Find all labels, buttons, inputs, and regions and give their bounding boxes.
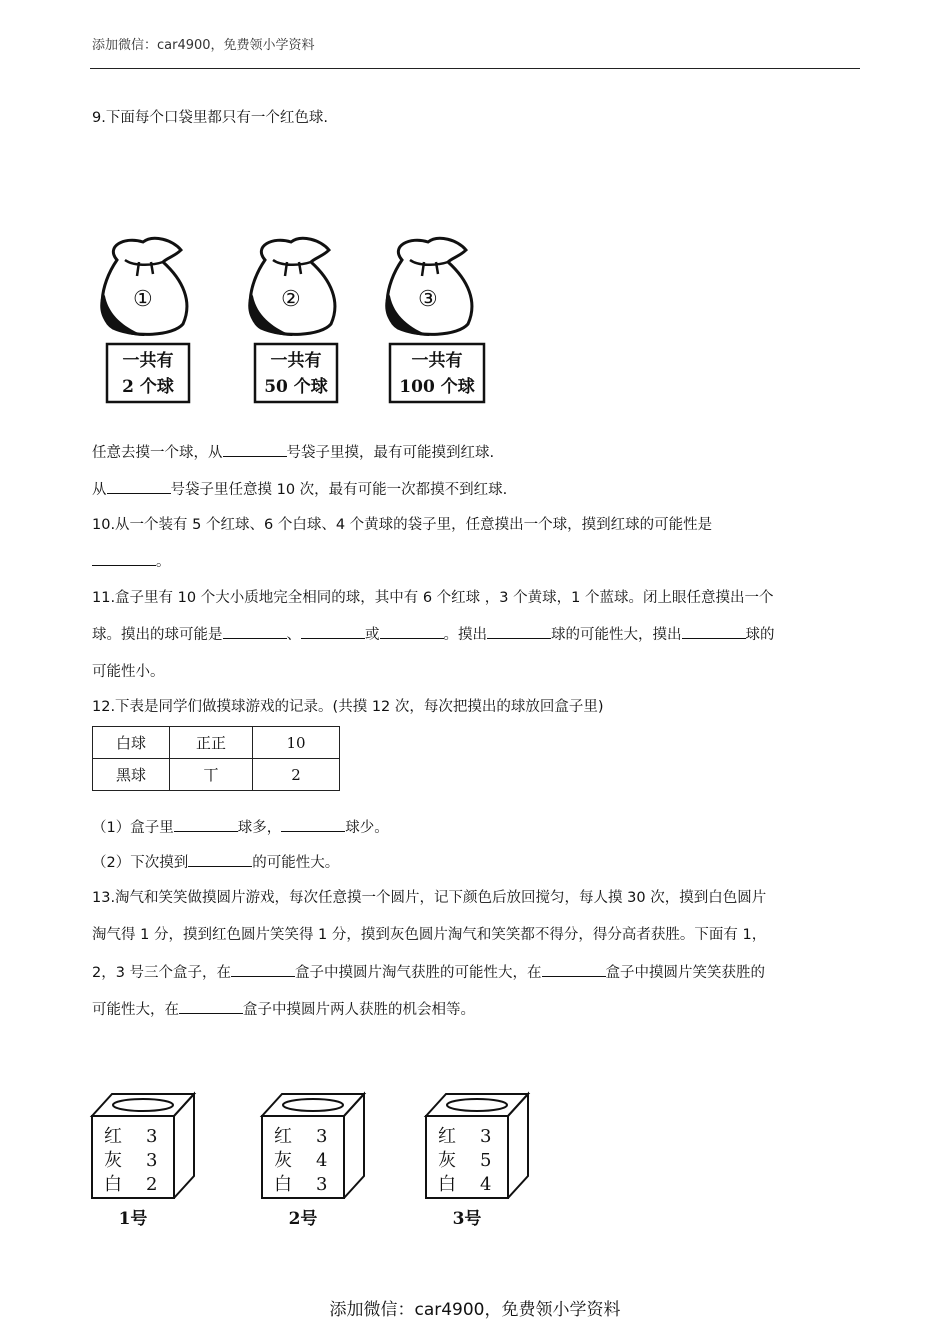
header-divider [90, 68, 860, 69]
table-cell-count: 10 [253, 727, 340, 759]
answer-blank[interactable] [223, 626, 287, 639]
box-3-row-3-count: 4 [480, 1174, 492, 1195]
box-3-row-1-count: 3 [480, 1126, 492, 1147]
bag-2-mark: ② [281, 287, 301, 312]
answer-blank[interactable] [281, 819, 345, 832]
q11-text-e: 球的可能性大，摸出 [551, 627, 682, 643]
answer-blank[interactable] [380, 626, 444, 639]
box-2-row-2-color: 灰 [274, 1150, 292, 1171]
box-1-row-2-color: 灰 [104, 1150, 122, 1171]
q13-line3 [92, 961, 765, 982]
q12-record-table [92, 726, 340, 791]
q9-line2-text-a: 从 [92, 482, 107, 498]
bag-1-mark: ① [133, 287, 153, 312]
box-1-row-1-count: 3 [146, 1126, 158, 1147]
table-cell-count: 2 [253, 759, 340, 791]
q9-line1 [92, 441, 494, 462]
q13-line4-text-b: 盒子中摸圆片两人获胜的机会相等。 [243, 1002, 475, 1018]
q9-line1-text-a: 任意去摸一个球，从 [92, 445, 223, 461]
table-row [93, 727, 340, 759]
box-2-label: 2号 [288, 1209, 318, 1229]
q13-line3-text-c: 盒子中摸圆片笑笑获胜的 [605, 965, 766, 981]
q12-sub2-text-a: （2）下次摸到 [92, 855, 189, 871]
answer-blank[interactable] [179, 1001, 243, 1014]
answer-blank[interactable] [107, 481, 171, 494]
box-3-row-1-color: 红 [438, 1126, 456, 1147]
answer-blank[interactable] [188, 854, 252, 867]
q9-bags-figure [95, 232, 495, 410]
bag-2-label-line2: 50 个球 [264, 377, 328, 397]
box-1 [92, 1094, 194, 1229]
page-footer: 添加微信：car4900，免费领小学资料 [329, 1300, 621, 1320]
q13-line1: 13.淘气和笑笑做摸圆片游戏，每次任意摸一个圆片，记下颜色后放回搅匀，每人摸 30 次，摸到白色圆片 [92, 890, 767, 906]
bag-2-label-line1: 一共有 [270, 351, 322, 371]
q11-text-f: 球的 [745, 627, 775, 643]
box-3-row-2-color: 灰 [438, 1150, 456, 1171]
bag-3-label-line1: 一共有 [411, 351, 463, 371]
table-cell-name: 白球 [93, 727, 170, 759]
box-3-row-3-color: 白 [438, 1174, 456, 1195]
q12-sub2 [92, 851, 339, 872]
answer-blank[interactable] [231, 964, 295, 977]
answer-blank[interactable] [682, 626, 746, 639]
box-1-row-3-count: 2 [146, 1174, 158, 1195]
answer-blank[interactable] [92, 553, 156, 566]
box-3-row-2-count: 5 [480, 1150, 492, 1171]
q12-sub1-text-a: （1）盒子里 [92, 820, 174, 836]
bag-1 [100, 238, 189, 402]
q11-line3: 可能性小。 [92, 664, 165, 680]
q13-line3-text-a: 2，3 号三个盒子，在 [92, 965, 232, 981]
q9-line2-text-b: 号袋子里任意摸 10 次，最有可能一次都摸不到红球. [170, 482, 508, 498]
bag-2 [248, 238, 337, 402]
answer-blank[interactable] [542, 964, 606, 977]
box-1-row-3-color: 白 [104, 1174, 122, 1195]
q10-line2 [92, 550, 171, 571]
q10-line1: 10.从一个装有 5 个红球、6 个白球、4 个黄球的袋子里，任意摸出一个球，摸到红球的可能性是 [92, 517, 713, 533]
q11-text-d: 。摸出 [443, 627, 487, 643]
q11-text-c: 或 [365, 627, 380, 643]
box-1-row-1-color: 红 [104, 1126, 122, 1147]
q11-text-b: 、 [286, 627, 301, 643]
answer-blank[interactable] [301, 626, 365, 639]
box-3 [426, 1094, 528, 1229]
box-2-row-1-count: 3 [316, 1126, 328, 1147]
q9-line2 [92, 478, 507, 499]
table-cell-tally: 正正 [170, 727, 253, 759]
q13-line2: 淘气得 1 分，摸到红色圆片笑笑得 1 分，摸到灰色圆片淘气和笑笑都不得分，得分高者获胜。下面有 1， [92, 927, 767, 943]
q9-title: 9.下面每个口袋里都只有一个红色球. [92, 110, 328, 126]
box-3-label: 3号 [452, 1209, 482, 1229]
q13-line3-text-b: 盒子中摸圆片淘气获胜的可能性大，在 [295, 965, 542, 981]
bag-1-label-line1: 一共有 [122, 351, 174, 371]
box-2-row-1-color: 红 [274, 1126, 292, 1147]
box-2-row-3-count: 3 [316, 1174, 328, 1195]
bag-3 [385, 238, 484, 402]
bag-3-label-line2: 100 个球 [399, 377, 475, 397]
q12-sub1-text-b: 球多， [237, 820, 282, 836]
q11-line1: 11.盒子里有 10 个大小质地完全相同的球，其中有 6 个红球 ，3 个黄球，1 个蓝球。闭上眼任意摸出一个 [92, 590, 774, 606]
box-2 [262, 1094, 364, 1229]
table-row [93, 759, 340, 791]
q12-sub1-text-c: 球少。 [345, 820, 389, 836]
page-header: 添加微信：car4900，免费领小学资料 [92, 38, 315, 53]
q12-title: 12.下表是同学们做摸球游戏的记录。(共摸 12 次，每次把摸出的球放回盒子里) [92, 699, 604, 715]
box-1-row-2-count: 3 [146, 1150, 158, 1171]
bag-3-mark: ③ [418, 287, 438, 312]
q13-line4 [92, 998, 475, 1019]
table-cell-tally: 丅 [170, 759, 253, 791]
q13-line4-text-a: 可能性大，在 [92, 1002, 179, 1018]
q11-text-a: 球。摸出的球可能是 [92, 627, 223, 643]
answer-blank[interactable] [223, 444, 287, 457]
box-1-label: 1号 [118, 1209, 148, 1229]
box-2-row-2-count: 4 [316, 1150, 328, 1171]
box-2-row-3-color: 白 [274, 1174, 292, 1195]
q13-boxes-figure [88, 1088, 538, 1230]
q11-line2 [92, 623, 775, 644]
q9-line1-text-b: 号袋子里摸，最有可能摸到红球. [286, 445, 495, 461]
answer-blank[interactable] [487, 626, 551, 639]
q12-sub1 [92, 816, 389, 837]
table-cell-name: 黑球 [93, 759, 170, 791]
answer-blank[interactable] [174, 819, 238, 832]
bag-1-label-line2: 2 个球 [122, 377, 174, 397]
q10-line2-end: 。 [156, 554, 171, 570]
q12-sub2-text-b: 的可能性大。 [252, 855, 340, 871]
